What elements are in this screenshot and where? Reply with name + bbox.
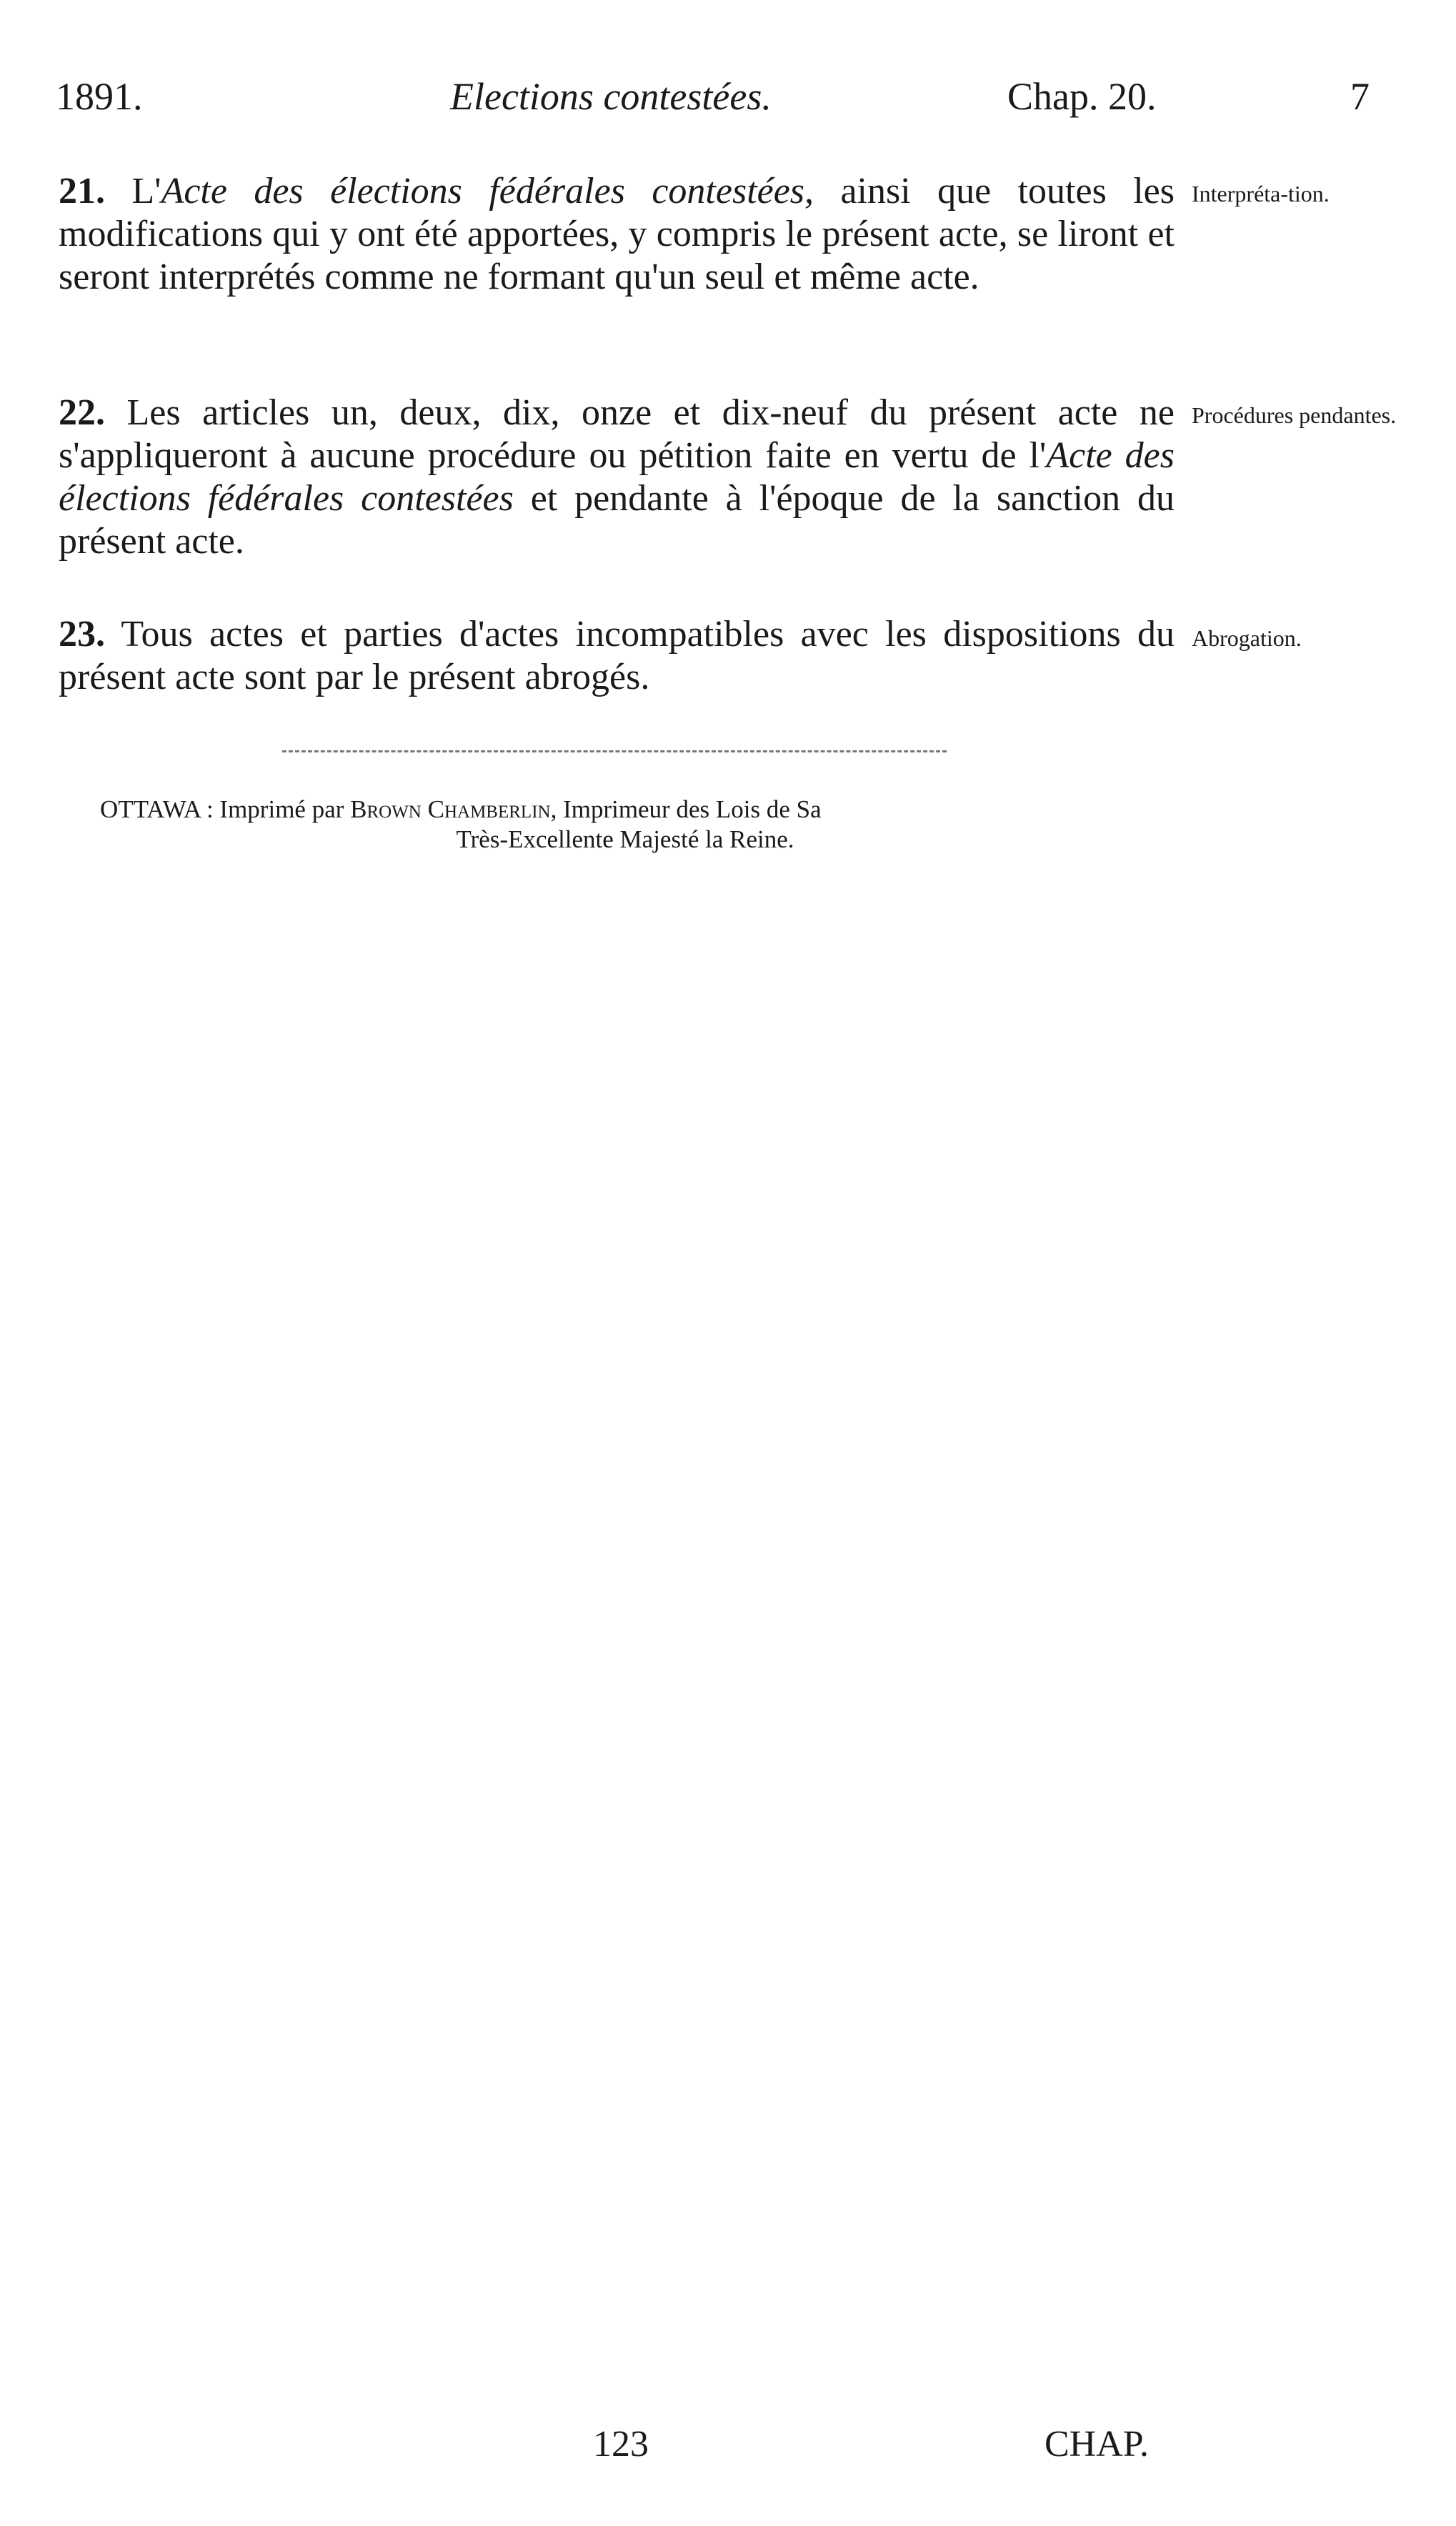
page-number: 123	[593, 2424, 649, 2465]
header-folio: 7	[1350, 75, 1370, 118]
section-text-post: ainsi que toutes les modifications qui y ont été apportées, y compris le présent acte, se liront et seront interprétés comme ne formant qu'un seul et même acte.	[59, 171, 1175, 297]
margin-note-22: Procédures pendantes.	[1192, 402, 1397, 428]
margin-note-21: Interpréta-tion.	[1192, 181, 1330, 207]
section-number: 23.	[59, 614, 105, 655]
imprint-prefix: OTTAWA : Imprimé par	[100, 795, 351, 823]
section-text-italic: Acte des élections fédérales contestées	[59, 435, 1175, 519]
margin-note-23: Abrogation.	[1192, 625, 1302, 651]
section-text-post: et pendante à l'époque de la sanction du présent acte.	[59, 478, 1175, 562]
section-21	[59, 170, 1175, 299]
imprint-line-1	[100, 795, 1143, 825]
section-number: 21.	[59, 171, 105, 212]
header-year: 1891.	[56, 75, 143, 118]
imprint-printer: Brown Chamberlin	[350, 795, 551, 823]
section-text-pre: Tous actes et parties d'actes incompatibles avec les dispositions du présent acte sont par le présent abrogés.	[59, 614, 1175, 697]
section-number: 22.	[59, 392, 105, 433]
section-22	[59, 392, 1175, 563]
section-text-pre: Les articles un, deux, dix, onze et dix-neuf du présent acte ne s'appliqueront à aucune procédure ou pétition faite en vertu de l'	[59, 392, 1175, 476]
header-title: Elections contestées.	[450, 75, 772, 118]
catchword: CHAP.	[1044, 2424, 1149, 2465]
imprint-suffix: , Imprimeur des Lois de Sa	[550, 795, 822, 823]
section-divider	[282, 750, 947, 752]
section-text-pre: L'	[131, 171, 161, 212]
header-chapter: Chap. 20.	[1007, 75, 1157, 118]
section-text-italic: Acte des élections fédérales contestées,	[161, 171, 814, 212]
imprint	[100, 795, 1143, 855]
section-23	[59, 613, 1175, 699]
imprint-line-2: Très-Excellente Majesté la Reine.	[456, 825, 794, 853]
